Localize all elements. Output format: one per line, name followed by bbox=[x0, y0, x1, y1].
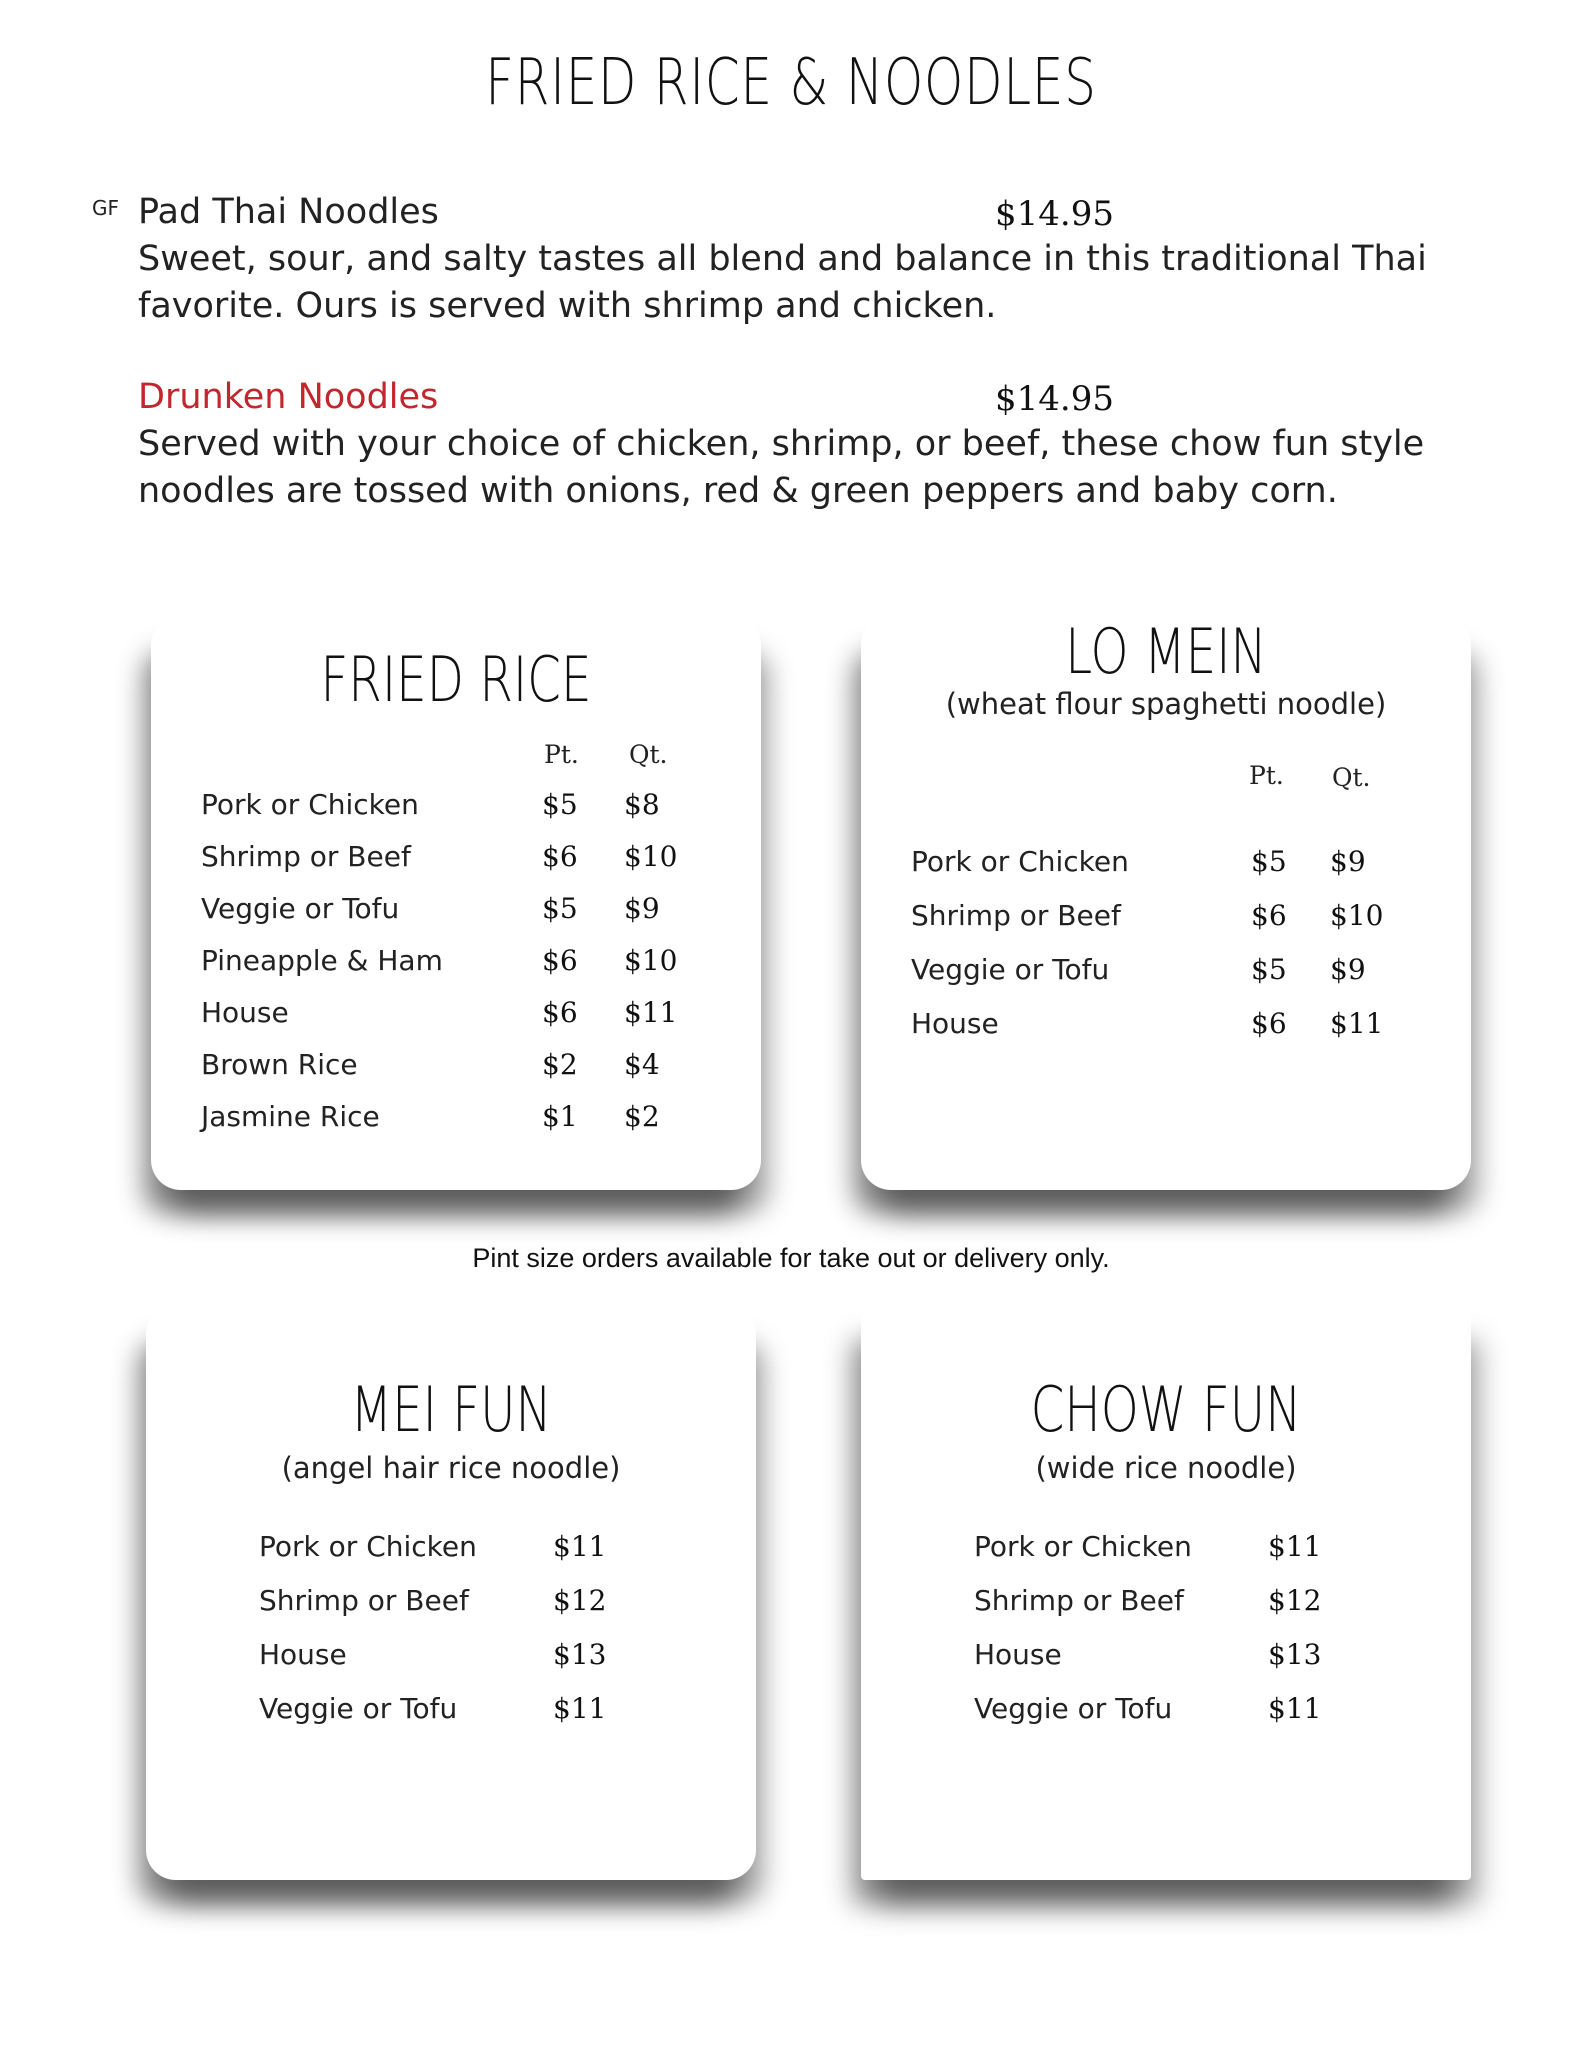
item-name: Veggie or Tofu bbox=[974, 1692, 1173, 1725]
card-subtitle: (wide rice noodle) bbox=[1035, 1451, 1297, 1485]
menu-row bbox=[259, 1692, 659, 1732]
pint-price: $5 bbox=[1251, 845, 1287, 878]
item-price: $11 bbox=[1268, 1530, 1322, 1563]
pint-price: $5 bbox=[1251, 953, 1287, 986]
menu-row bbox=[201, 840, 721, 880]
pint-price: $6 bbox=[542, 840, 578, 873]
quart-header: Qt. bbox=[629, 740, 668, 769]
card-title: CHOW FUN bbox=[1030, 1373, 1302, 1446]
card-subtitle: (angel hair rice noodle) bbox=[281, 1451, 621, 1485]
item-name: House bbox=[201, 996, 289, 1029]
dish-price: $14.95 bbox=[995, 379, 1114, 419]
gluten-free-badge: GF bbox=[92, 196, 120, 220]
item-name: Pineapple & Ham bbox=[201, 944, 443, 977]
item-price: $11 bbox=[553, 1530, 607, 1563]
item-name: Pork or Chicken bbox=[201, 788, 419, 821]
quart-price: $10 bbox=[624, 944, 678, 977]
item-name: Veggie or Tofu bbox=[911, 953, 1110, 986]
pint-price: $6 bbox=[1251, 1007, 1287, 1040]
dish-description: Sweet, sour, and salty tastes all blend and balance in this traditional Thai favorite. Ours is served with shrimp and chicken. bbox=[138, 239, 1427, 326]
quart-price: $2 bbox=[624, 1100, 660, 1133]
card-title: MEI FUN bbox=[350, 1373, 552, 1446]
mei-fun-card bbox=[146, 1305, 756, 1880]
menu-row bbox=[974, 1692, 1374, 1732]
quart-price: $10 bbox=[1330, 899, 1384, 932]
quart-price: $11 bbox=[1330, 1007, 1384, 1040]
page-title: FRIED RICE & NOODLES bbox=[485, 46, 1097, 120]
menu-row bbox=[974, 1584, 1374, 1624]
item-name: House bbox=[911, 1007, 999, 1040]
item-name: Pork or Chicken bbox=[259, 1530, 477, 1563]
pint-header: Pt. bbox=[1249, 761, 1284, 790]
item-name: Veggie or Tofu bbox=[201, 892, 400, 925]
item-name: House bbox=[259, 1638, 347, 1671]
item-name: Veggie or Tofu bbox=[259, 1692, 458, 1725]
item-price: $12 bbox=[1268, 1584, 1322, 1617]
menu-row bbox=[974, 1638, 1374, 1678]
item-name: Shrimp or Beef bbox=[259, 1584, 469, 1617]
menu-row bbox=[201, 1100, 721, 1140]
item-name: Pork or Chicken bbox=[974, 1530, 1192, 1563]
pint-price: $1 bbox=[542, 1100, 578, 1133]
pint-price: $5 bbox=[542, 892, 578, 925]
item-name: Shrimp or Beef bbox=[201, 840, 411, 873]
menu-row bbox=[974, 1530, 1374, 1570]
fried-rice-card bbox=[151, 615, 761, 1190]
quart-price: $9 bbox=[1330, 953, 1366, 986]
quart-price: $11 bbox=[624, 996, 678, 1029]
item-price: $11 bbox=[553, 1692, 607, 1725]
menu-row bbox=[259, 1530, 659, 1570]
menu-row bbox=[201, 1048, 721, 1088]
menu-row bbox=[911, 845, 1431, 885]
item-name: House bbox=[974, 1638, 1062, 1671]
quart-price: $9 bbox=[1330, 845, 1366, 878]
item-price: $13 bbox=[1268, 1638, 1322, 1671]
pint-price: $5 bbox=[542, 788, 578, 821]
dish-price: $14.95 bbox=[995, 194, 1114, 234]
quart-header: Qt. bbox=[1332, 763, 1371, 792]
dish-name: Pad Thai Noodles bbox=[138, 192, 439, 232]
item-price: $13 bbox=[553, 1638, 607, 1671]
pint-price: $2 bbox=[542, 1048, 578, 1081]
pint-price: $6 bbox=[542, 944, 578, 977]
item-price: $12 bbox=[553, 1584, 607, 1617]
quart-price: $9 bbox=[624, 892, 660, 925]
menu-row bbox=[911, 899, 1431, 939]
item-name: Shrimp or Beef bbox=[974, 1584, 1184, 1617]
item-name: Shrimp or Beef bbox=[911, 899, 1121, 932]
card-title: LO MEIN bbox=[1065, 615, 1267, 688]
chow-fun-card bbox=[861, 1305, 1471, 1880]
item-name: Jasmine Rice bbox=[201, 1100, 380, 1133]
menu-row bbox=[911, 953, 1431, 993]
dish-description: Served with your choice of chicken, shrimp, or beef, these chow fun style noodles are tossed with onions, red & green peppers and baby corn. bbox=[138, 424, 1425, 511]
menu-row bbox=[259, 1584, 659, 1624]
card-title: FRIED RICE bbox=[320, 643, 592, 716]
quart-price: $10 bbox=[624, 840, 678, 873]
item-price: $11 bbox=[1268, 1692, 1322, 1725]
quart-price: $4 bbox=[624, 1048, 660, 1081]
pint-header: Pt. bbox=[544, 740, 579, 769]
menu-row bbox=[201, 944, 721, 984]
pint-price: $6 bbox=[1251, 899, 1287, 932]
item-name: Brown Rice bbox=[201, 1048, 358, 1081]
menu-row bbox=[201, 996, 721, 1036]
pint-size-footnote: Pint size orders available for take out or delivery only. bbox=[472, 1243, 1110, 1273]
quart-price: $8 bbox=[624, 788, 660, 821]
pint-price: $6 bbox=[542, 996, 578, 1029]
lo-mein-card bbox=[861, 615, 1471, 1190]
card-subtitle: (wheat flour spaghetti noodle) bbox=[945, 687, 1387, 721]
menu-row bbox=[201, 788, 721, 828]
dish-name: Drunken Noodles bbox=[138, 377, 439, 417]
menu-row bbox=[259, 1638, 659, 1678]
menu-row bbox=[911, 1007, 1431, 1047]
item-name: Pork or Chicken bbox=[911, 845, 1129, 878]
menu-row bbox=[201, 892, 721, 932]
